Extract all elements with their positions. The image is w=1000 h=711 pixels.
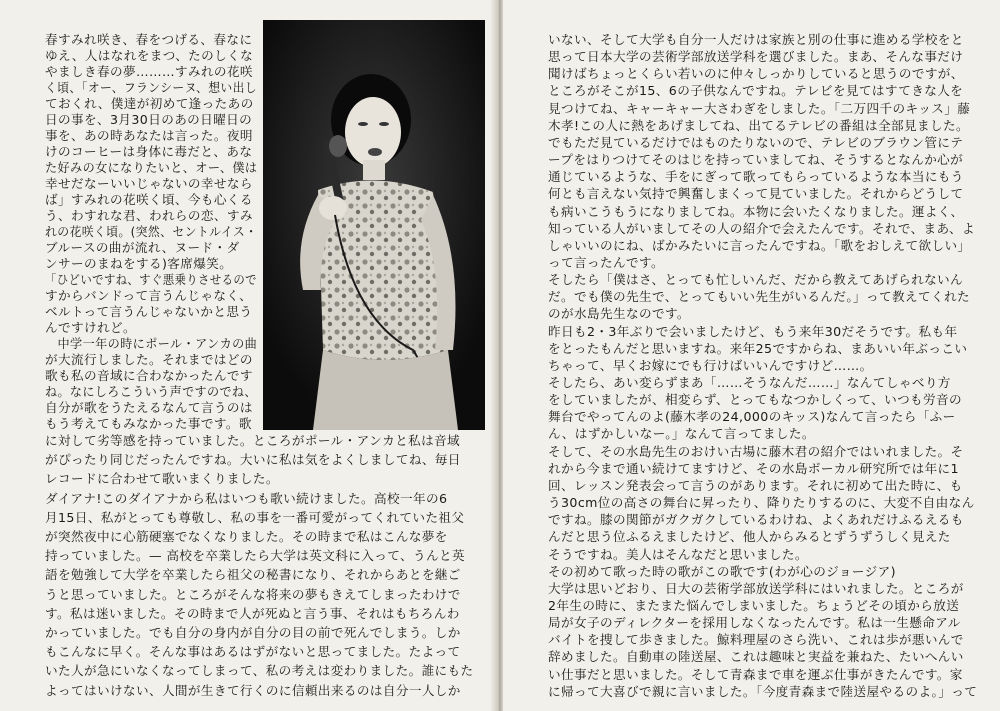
text-line: れの花咲く頃。(突然、セントルイス・ — [45, 224, 258, 239]
text-line: 昨日も2・3年ぶりで会いましたけど、もう来年30だそうです。私も年 — [548, 323, 958, 339]
text-line: れから今まで通い続けてますけど、その水島ボーカル研究所では年に1 — [548, 460, 959, 476]
singer-with-microphone-photo — [263, 20, 485, 430]
text-line: う30cm位の高さの舞台に昇ったり、降りたりするのに、大変不自由なん — [548, 495, 975, 511]
text-line: ダイアナ!このダイアナから私はいつも歌い続けました。高校一年の6 — [45, 490, 448, 506]
text-line: んだと思う位ふるえましたけど、他人からみるとずうずうしく見えた — [548, 529, 951, 545]
text-line: 語を勉強して大学を卒業したら祖父の秘書になり、それからあとを継ご — [45, 567, 461, 583]
text-line: 幸せだなーいいじゃないの幸せなら — [45, 176, 253, 191]
text-line: しゃいいのにね、ばかみたいに言ったんですね。「歌をおしえて欲しい」 — [548, 237, 971, 253]
text-line: 月15日、私がとっても尊敬し、私の事を一番可愛がってくれていた祖父 — [45, 509, 465, 525]
text-line: けのコーヒーは身体に毒だと、あな — [45, 144, 253, 159]
text-line: ベルトって言うんじゃないかと思う — [45, 304, 253, 319]
text-line: その初めて歌った時の歌がこの歌です(わが心のジョージア) — [548, 563, 896, 579]
text-line: 木孝!この人に熱をあげましてね、出てるテレビの番組は全部見ました。 — [548, 117, 969, 133]
text-line: 聞けばちょっとくらい若いのに仲々しっかりしていると思うのですが、 — [548, 66, 964, 82]
text-line: 思って日本大学の芸術学部放送学科を選びました。まあ、そんな事だけ — [548, 49, 964, 65]
left-column-text — [45, 33, 260, 433]
text-line: 事を、あの時あなたは言った。夜明 — [45, 128, 253, 143]
text-line: をしていましたが、相変らず、とってもなつかしくって、いつも労音の — [548, 392, 963, 408]
text-line: かっていました。でも自分の身内が自分の目の前で死んでしまう。しか — [45, 625, 461, 640]
text-line: バイトを捜して歩きました。鯨料理屋のさら洗い、これは歩が悪いんで — [548, 632, 964, 648]
text-line: 局が女子のディレクターを採用しなくなったんです。私は一生懸命アル — [548, 615, 961, 631]
text-line: 春すみれ咲き、春をつげる、春なに — [45, 32, 253, 47]
text-line: がぴったり同じだったんですね。大いに私は気をよくしましてね、毎日 — [45, 452, 461, 468]
text-line: ープをはりつけてそのはじを持っていましてね、そうするとなんか心が — [548, 152, 964, 168]
text-line: ん、はずかしいなー。」なんて言ってました。 — [548, 426, 815, 442]
text-line: すからバンドって言うんじゃなく、 — [45, 288, 253, 303]
text-line: ゆえ、人はなれをまつ、たのしくな — [45, 48, 254, 63]
text-line: 舞台でやってんのよ(藤木孝の24,000のキッス)なんて言ったら「ふー — [548, 409, 956, 425]
text-line: ところがそこが15、6の子供なんですね。テレビを見てはすてきな人を — [548, 83, 964, 99]
text-line: ブルースの曲が流れ、ヌード・ダ — [45, 240, 240, 255]
text-line: そして、その水島先生のおけい古場に藤木君の紹介ではいれました。そ — [548, 443, 964, 459]
text-line: す。私は迷いました。その時まで人が死ぬと言う事、それはもちろんわ — [45, 605, 460, 621]
text-line: そしたら、あい変らずまあ「……そうなんだ……」なんてしゃべり方 — [548, 375, 951, 390]
text-line: が突然夜中に心筋硬塞でなくなりました。その時まで私はこんな夢を — [45, 529, 448, 544]
text-line: ちゃって、早くお嫁にでも行けばいいんですけど……。 — [548, 357, 873, 373]
text-line: 回、レッスン発表会って言うのがあります。それに初めて出た時に、も — [548, 477, 963, 493]
left-full-width-text — [45, 434, 485, 704]
text-line: 日の事を、3月30日のあの日曜日の — [45, 112, 253, 127]
text-line: をとったもんだと思いますね。来年25ですからね、まあいい年ぶっこい — [548, 340, 968, 356]
text-line: いた人が急にいなくなってしまって、私の考えは変わりました。誰にもた — [45, 663, 474, 679]
text-line: く頃、「オー、フランシーヌ、想い出し — [45, 80, 258, 95]
right-page — [503, 0, 1000, 711]
text-line: た好みの女になりたいと、オー、僕は — [45, 160, 258, 175]
text-line: 持っていました。— 高校を卒業したら大学は英文科に入って、うんと英 — [45, 548, 465, 564]
text-line: そうですね。美人はそんなだと思いました。 — [548, 546, 808, 562]
text-line: 自分が歌をうたえるなんて言うのは — [45, 400, 253, 415]
text-line: 大学は思いどおり、日大の芸術学部放送学科にはいれました。ところが — [548, 580, 964, 596]
text-line: ンサーのまねをする)客席爆笑。 — [45, 256, 233, 271]
text-line: やましき春の夢………すみれの花咲 — [45, 64, 253, 79]
text-line: 2年生の時に、またまた悩んでしまいました。ちょうどその頃から放送 — [548, 597, 960, 613]
text-line: 「ひどいですね、すぐ悪乗りさせるので — [45, 272, 257, 287]
photo-illustration — [263, 20, 485, 430]
text-line: も病いこうもうになりましてね。本物に会いたくなりました。運よく、 — [548, 203, 964, 219]
text-line: い仕事だと思いました。そして青森まで車を運ぶ仕事がきたんです。家 — [548, 666, 963, 682]
text-line: んですけれど。 — [45, 320, 136, 335]
text-line: が大流行しました。それまではどの — [45, 352, 253, 367]
text-line: 中学一年の時にポール・アンカの曲 — [45, 336, 258, 351]
text-line: に帰って大喜びで親に言いました。「今度青森まで陸送屋やるのよ。」って — [548, 683, 978, 699]
text-line: ね。なにしろこういう声ですのでね、 — [45, 384, 257, 399]
text-line: 辞めました。自動車の陸送屋、これは趣味と実益を兼ねた、たいへんい — [548, 649, 964, 665]
text-line: レコードに合わせて歌いまくりました。 — [45, 471, 279, 487]
text-line: ですね。膝の関節がガクガクしているわけね、よくあれだけふるえるも — [548, 512, 964, 528]
text-line: 見つけてね、キャーキャー大さわぎをしました。「二万四千のキッス」藤 — [548, 100, 971, 116]
text-line: に対して劣等感を持っていました。ところがポール・アンカと私は音域 — [45, 433, 461, 448]
text-line: うと思っていました。ところがそんな将来の夢もきえてしまったわけで — [45, 586, 461, 602]
text-line: ば」すみれの花咲く頃、今も心くる — [45, 192, 253, 207]
text-line: って言ったんです。 — [548, 254, 664, 270]
text-line: そしたら「僕はさ、とっても忙しいんだ、だから教えてあげられないん — [548, 272, 964, 288]
text-line: でもただ見ているだけではものたりないので、テレビのブラウン管にテ — [548, 134, 964, 150]
text-line: 通じているような、手をにぎって歌ってもらっているような本当にもう — [548, 169, 964, 185]
text-line: う、わすれな君、われらの恋、すみ — [45, 208, 253, 223]
right-page-text — [548, 33, 988, 703]
text-line: 知っている人がいましてその人の紹介で会えたんです。それで、まあ、よ — [548, 220, 976, 236]
text-line: よってはいけない、人間が生きて行くのに信頼出来るのは自分一人しか — [45, 682, 461, 698]
text-line: いない、そして大学も自分一人だけは家族と別の仕事に進める学校をと — [548, 32, 964, 47]
text-line: もこんなに早く。そんな事はあるはずがないと思ってました。たよって — [45, 644, 461, 660]
text-line: 歌も私の音域に合わなかったんです — [45, 368, 253, 383]
text-line: 何とも言えない気持で興奮しまくって見ていました。それからどうして — [548, 186, 964, 202]
text-line: のが水島先生なのです。 — [548, 306, 690, 322]
text-line: もう考えてもみなかった事です。歌 — [45, 416, 252, 431]
text-line: ておくれ、僕達が初めて逢ったあの — [45, 96, 254, 111]
text-line: だ。でも僕の先生で、とってもいい先生がいるんだ。」って教えてくれた — [548, 289, 970, 305]
